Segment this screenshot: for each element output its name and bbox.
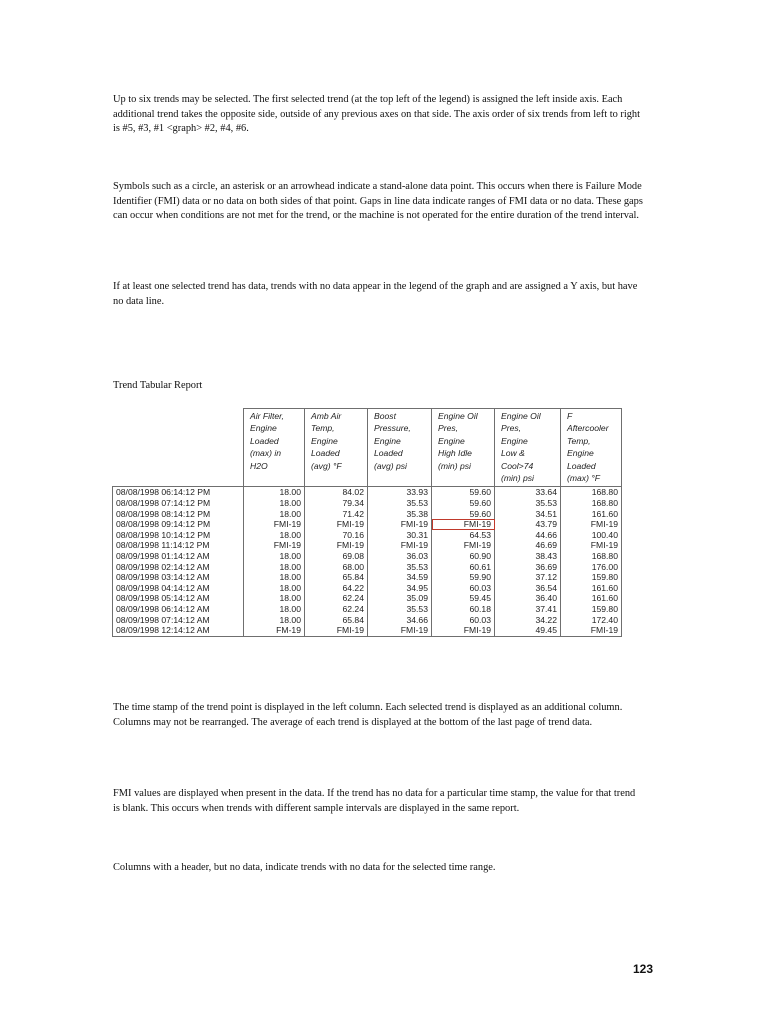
- value-cell: 36.69: [495, 562, 561, 573]
- header-engine-oil-high-idle: [432, 409, 495, 487]
- header-line: (max) °F: [567, 473, 601, 484]
- value-cell: 37.12: [495, 572, 561, 583]
- timestamp-cell: 08/08/1998 06:14:12 PM: [113, 487, 244, 498]
- value-cell: 176.00: [561, 562, 622, 573]
- header-line: Pres,: [501, 423, 522, 434]
- paragraph-axis-order: Up to six trends may be selected. The first selected trend (at the top left of the legend) is assigned the left inside axis. Each additional trend takes the opposite side, outside of any previous axes on that side. The axis order of six trends from left to right is #5, #3, #1 <graph> #2, #4, #6.: [113, 94, 641, 135]
- value-cell: 59.60: [432, 498, 495, 509]
- value-cell: 65.84: [305, 615, 368, 626]
- header-line: Engine Oil: [438, 411, 478, 421]
- value-cell: 18.00: [244, 572, 305, 583]
- value-cell: 64.22: [305, 583, 368, 594]
- value-cell: 68.00: [305, 562, 368, 573]
- value-cell: 18.00: [244, 530, 305, 541]
- header-line: High Idle: [438, 448, 472, 459]
- header-line: Engine: [250, 423, 277, 434]
- header-line: Air Filter,: [250, 411, 284, 421]
- value-cell: FMI-19: [561, 540, 622, 551]
- value-cell: 35.53: [368, 562, 432, 573]
- value-cell: FM-19: [244, 625, 305, 636]
- value-cell: FMI-19: [561, 519, 622, 530]
- value-cell: 49.45: [495, 625, 561, 636]
- value-cell: 100.40: [561, 530, 622, 541]
- value-cell: 33.64: [495, 487, 561, 498]
- table-row: [113, 615, 622, 626]
- header-corner-cell: [113, 409, 244, 487]
- header-line: (max) in: [250, 448, 282, 459]
- value-cell: 159.80: [561, 604, 622, 615]
- header-boost-pressure: [368, 409, 432, 487]
- value-cell: 35.53: [368, 498, 432, 509]
- header-line: Boost: [374, 411, 396, 421]
- value-cell: 60.03: [432, 583, 495, 594]
- value-cell: 168.80: [561, 551, 622, 562]
- value-cell: 36.40: [495, 593, 561, 604]
- header-line: Engine Oil: [501, 411, 541, 421]
- value-cell: 18.00: [244, 593, 305, 604]
- table-row: [113, 530, 622, 541]
- value-cell: 18.00: [244, 583, 305, 594]
- value-cell: 59.60: [432, 509, 495, 520]
- value-cell: 30.31: [368, 530, 432, 541]
- timestamp-cell: 08/09/1998 03:14:12 AM: [113, 572, 244, 583]
- value-cell: 62.24: [305, 604, 368, 615]
- timestamp-cell: 08/08/1998 09:14:12 PM: [113, 519, 244, 530]
- header-line: Loaded: [250, 435, 279, 446]
- value-cell: 37.41: [495, 604, 561, 615]
- value-cell: FMI-19: [561, 625, 622, 636]
- table-header-row: [113, 409, 622, 487]
- header-line: Amb Air: [311, 411, 342, 421]
- timestamp-cell: 08/09/1998 05:14:12 AM: [113, 593, 244, 604]
- header-line: Cool>74: [501, 460, 534, 471]
- value-cell: FMI-19: [305, 625, 368, 636]
- table-row: [113, 583, 622, 594]
- value-cell: FMI-19: [432, 519, 495, 530]
- value-cell: 34.59: [368, 572, 432, 583]
- header-line: F: [567, 411, 573, 421]
- value-cell: 161.60: [561, 593, 622, 604]
- value-cell: 84.02: [305, 487, 368, 498]
- value-cell: FMI-19: [432, 540, 495, 551]
- header-line: Loaded: [374, 448, 403, 459]
- value-cell: FMI-19: [244, 519, 305, 530]
- value-cell: 38.43: [495, 551, 561, 562]
- value-cell: 64.53: [432, 530, 495, 541]
- timestamp-cell: 08/09/1998 04:14:12 AM: [113, 583, 244, 594]
- value-cell: FMI-19: [305, 519, 368, 530]
- paragraph-empty-columns: Columns with a header, but no data, indicate trends with no data for the selected time range.: [113, 862, 496, 873]
- header-line: Loaded: [567, 460, 596, 471]
- timestamp-cell: 08/08/1998 11:14:12 PM: [113, 540, 244, 551]
- table-row: [113, 604, 622, 615]
- header-line: Temp,: [567, 435, 591, 446]
- value-cell: 35.09: [368, 593, 432, 604]
- table-row: [113, 593, 622, 604]
- value-cell: 34.95: [368, 583, 432, 594]
- value-cell: 59.90: [432, 572, 495, 583]
- table-row: [113, 519, 622, 530]
- value-cell: 168.80: [561, 487, 622, 498]
- value-cell: 34.66: [368, 615, 432, 626]
- value-cell: 46.69: [495, 540, 561, 551]
- table-body: [113, 487, 622, 636]
- header-line: (min) psi: [438, 460, 471, 471]
- header-line: (avg) °F: [311, 460, 342, 471]
- value-cell: 18.00: [244, 509, 305, 520]
- header-line: Engine: [311, 435, 338, 446]
- value-cell: 34.22: [495, 615, 561, 626]
- value-cell: FMI-19: [244, 540, 305, 551]
- paragraph-symbols: Symbols such as a circle, an asterisk or an arrowhead indicate a stand-alone data point. This occurs when there is Failure Mode Identifier (FMI) data or no data on both sides of that point. Gaps in line data indicate ranges of FMI data or no data. These gaps can occur when conditions are not met for the trend, or the machine is not operated for the entire duration of the trend interval.: [113, 181, 643, 222]
- paragraph-time-stamp: The time stamp of the trend point is displayed in the left column. Each selected trend is displayed as an additional column. Columns may not be rearranged. The average of each trend is displayed at the bottom of the last page of trend data.: [113, 702, 623, 728]
- header-line: Engine: [438, 435, 465, 446]
- value-cell: 60.03: [432, 615, 495, 626]
- header-line: H2O: [250, 460, 268, 471]
- value-cell: FMI-19: [305, 540, 368, 551]
- header-engine-oil-low-cool: [495, 409, 561, 487]
- paragraph-no-data-trends: If at least one selected trend has data, trends with no data appear in the legend of the graph and are assigned a Y axis, but have no data line.: [113, 281, 638, 307]
- timestamp-cell: 08/09/1998 07:14:12 AM: [113, 615, 244, 626]
- value-cell: 70.16: [305, 530, 368, 541]
- timestamp-cell: 08/09/1998 12:14:12 AM: [113, 625, 244, 636]
- header-line: (min) psi: [501, 473, 534, 484]
- header-line: Loaded: [311, 448, 340, 459]
- table-row: [113, 625, 622, 636]
- value-cell: 161.60: [561, 509, 622, 520]
- value-cell: FMI-19: [368, 625, 432, 636]
- page-number: 123: [633, 962, 654, 976]
- value-cell: 69.08: [305, 551, 368, 562]
- value-cell: 44.66: [495, 530, 561, 541]
- header-line: Engine: [374, 435, 401, 446]
- table-row: [113, 551, 622, 562]
- table-caption: Trend Tabular Report: [113, 380, 203, 391]
- value-cell: 18.00: [244, 604, 305, 615]
- value-cell: 36.03: [368, 551, 432, 562]
- value-cell: FMI-19: [368, 540, 432, 551]
- value-cell: 79.34: [305, 498, 368, 509]
- value-cell: 172.40: [561, 615, 622, 626]
- value-cell: 18.00: [244, 498, 305, 509]
- table-row: [113, 498, 622, 509]
- value-cell: 35.53: [368, 604, 432, 615]
- table-row: [113, 562, 622, 573]
- value-cell: 35.38: [368, 509, 432, 520]
- header-amb-air-temp: [305, 409, 368, 487]
- timestamp-cell: 08/08/1998 10:14:12 PM: [113, 530, 244, 541]
- timestamp-cell: 08/09/1998 01:14:12 AM: [113, 551, 244, 562]
- header-line: Pressure,: [374, 423, 411, 434]
- value-cell: 34.51: [495, 509, 561, 520]
- value-cell: 62.24: [305, 593, 368, 604]
- table-row: [113, 509, 622, 520]
- timestamp-cell: 08/08/1998 07:14:12 PM: [113, 498, 244, 509]
- value-cell: FMI-19: [368, 519, 432, 530]
- value-cell: 168.80: [561, 498, 622, 509]
- value-cell: 33.93: [368, 487, 432, 498]
- header-line: Engine: [501, 435, 528, 446]
- value-cell: 43.79: [495, 519, 561, 530]
- header-line: Aftercooler: [567, 423, 609, 434]
- header-line: Temp,: [311, 423, 335, 434]
- value-cell: 60.18: [432, 604, 495, 615]
- value-cell: 65.84: [305, 572, 368, 583]
- timestamp-cell: 08/09/1998 02:14:12 AM: [113, 562, 244, 573]
- table-row: [113, 540, 622, 551]
- value-cell: 35.53: [495, 498, 561, 509]
- value-cell: 60.90: [432, 551, 495, 562]
- value-cell: 18.00: [244, 487, 305, 498]
- header-line: Low &: [501, 448, 525, 459]
- header-aftercooler-temp: [561, 409, 622, 487]
- value-cell: 71.42: [305, 509, 368, 520]
- trend-tabular-report-table: [112, 408, 622, 637]
- value-cell: FMI-19: [432, 625, 495, 636]
- timestamp-cell: 08/09/1998 06:14:12 AM: [113, 604, 244, 615]
- timestamp-cell: 08/08/1998 08:14:12 PM: [113, 509, 244, 520]
- value-cell: 159.80: [561, 572, 622, 583]
- header-line: Engine: [567, 448, 594, 459]
- value-cell: 18.00: [244, 615, 305, 626]
- header-line: Pres,: [438, 423, 459, 434]
- paragraph-fmi-values: FMI values are displayed when present in the data. If the trend has no data for a particular time stamp, the value for that trend is blank. This occurs when trends with different sample intervals are displayed in the same report.: [113, 788, 636, 814]
- header-line: (avg) psi: [374, 460, 407, 471]
- value-cell: 18.00: [244, 551, 305, 562]
- value-cell: 60.61: [432, 562, 495, 573]
- value-cell: 18.00: [244, 562, 305, 573]
- value-cell: 36.54: [495, 583, 561, 594]
- header-air-filter: [244, 409, 305, 487]
- table-row: [113, 572, 622, 583]
- table-row: [113, 487, 622, 498]
- value-cell: 59.45: [432, 593, 495, 604]
- value-cell: 59.60: [432, 487, 495, 498]
- value-cell: 161.60: [561, 583, 622, 594]
